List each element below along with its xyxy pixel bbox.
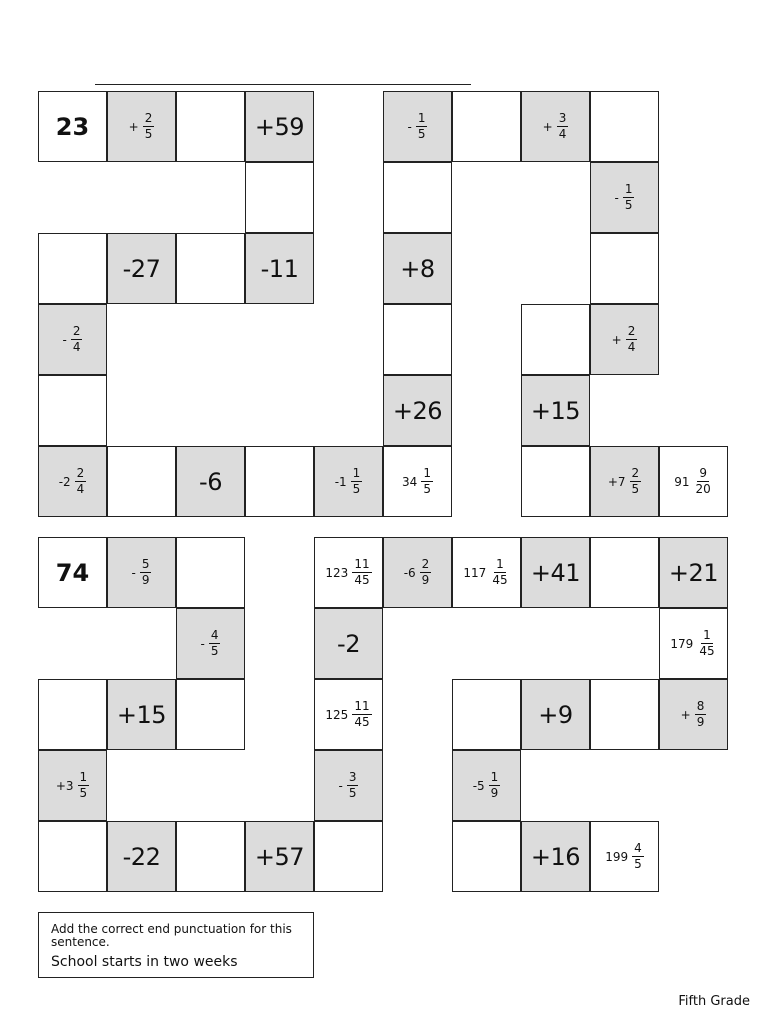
denominator: 45 <box>354 573 370 587</box>
cell-whole-part: 123 <box>325 565 349 580</box>
numerator: 2 <box>76 466 85 481</box>
denominator: 5 <box>79 786 88 800</box>
cell-fraction-value <box>670 629 716 657</box>
start-cell-bottom <box>38 537 107 608</box>
cell-whole-part: 117 <box>463 565 487 580</box>
maze-cell <box>176 679 245 750</box>
maze-cell <box>314 750 383 821</box>
fraction <box>626 325 638 353</box>
cell-fraction-value <box>605 842 644 870</box>
punctuation-task-box <box>38 912 314 978</box>
cell-value: -22 <box>122 842 161 871</box>
cell-value: -27 <box>122 254 161 283</box>
maze-cell <box>38 679 107 750</box>
maze-cell <box>245 446 314 517</box>
numerator: 1 <box>496 557 504 572</box>
denominator: 5 <box>144 127 153 141</box>
fraction <box>421 467 433 495</box>
maze-cell <box>452 679 521 750</box>
numerator: 2 <box>631 466 640 481</box>
numerator: 4 <box>634 841 642 856</box>
maze-cell <box>521 821 590 892</box>
cell-whole-part: + <box>542 119 553 134</box>
fraction <box>351 467 363 495</box>
maze-cell <box>176 608 245 679</box>
maze-cell <box>590 821 659 892</box>
maze-cell <box>176 821 245 892</box>
denominator: 5 <box>348 786 357 800</box>
denominator: 9 <box>141 573 150 587</box>
cell-whole-part: - <box>614 190 619 205</box>
cell-fraction-value <box>404 558 432 586</box>
start-value: 74 <box>55 558 90 587</box>
maze-cell <box>107 233 176 304</box>
cell-whole-part: 199 <box>605 849 629 864</box>
cell-fraction-value <box>463 558 509 586</box>
maze-cell <box>452 821 521 892</box>
cell-value: +9 <box>538 700 573 729</box>
maze-cell <box>383 537 452 608</box>
fraction <box>71 325 83 353</box>
cell-value: -2 <box>337 629 360 658</box>
maze-cell <box>659 679 728 750</box>
numerator: 2 <box>144 111 153 126</box>
maze-cell <box>245 233 314 304</box>
cell-fraction-value <box>56 771 89 799</box>
cell-fraction-value <box>608 467 641 495</box>
maze-cell <box>383 162 452 233</box>
maze-cell <box>590 233 659 304</box>
numerator: 3 <box>558 111 567 126</box>
maze-cell <box>452 537 521 608</box>
denominator: 9 <box>696 715 705 729</box>
maze-cell <box>521 679 590 750</box>
cell-value: +57 <box>254 842 305 871</box>
numerator: 1 <box>624 182 633 197</box>
numerator: 3 <box>348 770 357 785</box>
numerator: 8 <box>696 699 705 714</box>
fraction <box>489 771 501 799</box>
cell-value: +21 <box>668 558 719 587</box>
maze-cell <box>38 233 107 304</box>
denominator: 45 <box>699 644 715 658</box>
cell-whole-part: + <box>680 707 691 722</box>
denominator: 4 <box>558 127 567 141</box>
maze-cell <box>314 446 383 517</box>
maze-cell <box>38 375 107 446</box>
cell-fraction-value <box>132 558 152 586</box>
cell-fraction-value <box>129 112 155 140</box>
start-value: 23 <box>55 112 90 141</box>
numerator: 4 <box>210 628 219 643</box>
maze-cell <box>176 233 245 304</box>
denominator: 9 <box>421 573 430 587</box>
cell-value: +41 <box>530 558 581 587</box>
cell-fraction-value <box>335 467 363 495</box>
maze-cell <box>590 446 659 517</box>
numerator: 2 <box>421 557 430 572</box>
cell-whole-part: 179 <box>670 636 694 651</box>
cell-whole-part: 34 <box>402 474 418 489</box>
numerator: 1 <box>79 770 88 785</box>
fraction <box>347 771 359 799</box>
task-sentence: School starts in two weeks <box>51 954 238 970</box>
cell-whole-part: + <box>128 119 139 134</box>
maze-cell <box>521 304 590 375</box>
cell-whole-part: +7 <box>607 474 626 489</box>
cell-fraction-value <box>543 112 569 140</box>
numerator: 1 <box>423 466 431 481</box>
cell-whole-part: + <box>611 332 622 347</box>
maze-cell <box>314 679 383 750</box>
cell-fraction-value <box>615 183 635 211</box>
cell-value: -11 <box>260 254 299 283</box>
maze-cell <box>38 821 107 892</box>
maze-cell <box>314 821 383 892</box>
maze-cell <box>38 304 107 375</box>
cell-fraction-value <box>325 558 371 586</box>
fraction <box>694 467 713 495</box>
fraction <box>209 629 221 657</box>
cell-fraction-value <box>325 700 371 728</box>
denominator: 5 <box>352 482 361 496</box>
fraction <box>632 842 644 870</box>
maze-cell <box>383 304 452 375</box>
cell-value: +59 <box>254 112 305 141</box>
cell-fraction-value <box>201 629 221 657</box>
cell-whole-part: - <box>131 565 136 580</box>
cell-value: +26 <box>392 396 443 425</box>
denominator: 5 <box>634 857 642 871</box>
maze-cell <box>107 446 176 517</box>
cell-whole-part: -1 <box>334 474 347 489</box>
fraction <box>630 467 642 495</box>
fraction <box>75 467 87 495</box>
fraction <box>140 558 152 586</box>
cell-whole-part: -5 <box>472 778 485 793</box>
cell-value: +16 <box>530 842 581 871</box>
maze-cell <box>521 375 590 446</box>
cell-value: +15 <box>116 700 167 729</box>
maze-cell <box>107 537 176 608</box>
numerator: 11 <box>354 699 370 714</box>
numerator: 2 <box>627 324 636 339</box>
maze-cell <box>245 91 314 162</box>
fraction <box>697 629 716 657</box>
cell-fraction-value <box>681 700 707 728</box>
denominator: 9 <box>490 786 499 800</box>
fraction <box>416 112 428 140</box>
maze-cell <box>383 375 452 446</box>
maze-cell <box>176 91 245 162</box>
maze-cell <box>245 821 314 892</box>
cell-value: +15 <box>530 396 581 425</box>
cell-fraction-value <box>63 325 83 353</box>
cell-fraction-value <box>59 467 87 495</box>
maze-cell <box>590 162 659 233</box>
maze-cell <box>107 679 176 750</box>
maze-cell <box>383 233 452 304</box>
denominator: 4 <box>72 340 81 354</box>
fraction <box>695 700 707 728</box>
maze-cell <box>590 679 659 750</box>
cell-whole-part: -2 <box>58 474 71 489</box>
fraction <box>143 112 155 140</box>
numerator: 1 <box>417 111 426 126</box>
fraction <box>490 558 509 586</box>
maze-cell <box>659 537 728 608</box>
cell-whole-part: - <box>407 119 412 134</box>
fraction <box>557 112 569 140</box>
maze-cell <box>245 162 314 233</box>
denominator: 5 <box>210 644 219 658</box>
maze-cell <box>521 446 590 517</box>
fraction <box>420 558 432 586</box>
numerator: 2 <box>72 324 81 339</box>
denominator: 5 <box>631 482 640 496</box>
maze-cell <box>521 91 590 162</box>
maze-cell <box>521 537 590 608</box>
denominator: 4 <box>76 482 85 496</box>
maze-cell <box>314 537 383 608</box>
fraction <box>623 183 635 211</box>
maze-cell <box>383 446 452 517</box>
cell-whole-part: 91 <box>674 474 690 489</box>
denominator: 45 <box>354 715 370 729</box>
maze-cell <box>452 750 521 821</box>
maze-cell <box>590 304 659 375</box>
maze-cell <box>107 821 176 892</box>
denominator: 5 <box>417 127 426 141</box>
cell-fraction-value <box>473 771 501 799</box>
cell-whole-part: 125 <box>325 707 349 722</box>
cell-value: +8 <box>400 254 435 283</box>
fraction <box>78 771 90 799</box>
maze-cell <box>659 608 728 679</box>
maze-cell <box>590 537 659 608</box>
cell-whole-part: -6 <box>403 565 416 580</box>
maze-cell <box>659 446 728 517</box>
numerator: 1 <box>490 770 499 785</box>
denominator: 4 <box>627 340 636 354</box>
cell-whole-part: - <box>62 332 67 347</box>
maze-cell <box>107 91 176 162</box>
denominator: 20 <box>695 482 711 496</box>
fraction <box>352 558 371 586</box>
denominator: 5 <box>423 482 431 496</box>
numerator: 9 <box>699 466 707 481</box>
fraction <box>352 700 371 728</box>
maze-cell <box>38 446 107 517</box>
cell-whole-part: - <box>200 636 205 651</box>
denominator: 45 <box>492 573 508 587</box>
task-instruction: Add the correct end punctuation for this sentence. <box>51 922 292 949</box>
maze-cell <box>176 446 245 517</box>
start-cell-top <box>38 91 107 162</box>
maze-cell <box>590 91 659 162</box>
maze-cell <box>383 91 452 162</box>
cell-fraction-value <box>612 325 638 353</box>
numerator: 1 <box>352 466 361 481</box>
maze-cell <box>176 537 245 608</box>
maze-cell <box>314 608 383 679</box>
numerator: 1 <box>703 628 711 643</box>
maze-cell <box>452 91 521 162</box>
denominator: 5 <box>624 198 633 212</box>
numerator: 5 <box>141 557 150 572</box>
cell-fraction-value <box>674 467 713 495</box>
cell-whole-part: +3 <box>55 778 74 793</box>
cell-fraction-value <box>408 112 428 140</box>
cell-value: -6 <box>199 467 222 496</box>
grade-label: Fifth Grade <box>678 994 750 1009</box>
numerator: 11 <box>354 557 370 572</box>
name-line <box>95 84 471 85</box>
cell-whole-part: - <box>338 778 343 793</box>
cell-fraction-value <box>402 467 433 495</box>
cell-fraction-value <box>339 771 359 799</box>
maze-cell <box>38 750 107 821</box>
